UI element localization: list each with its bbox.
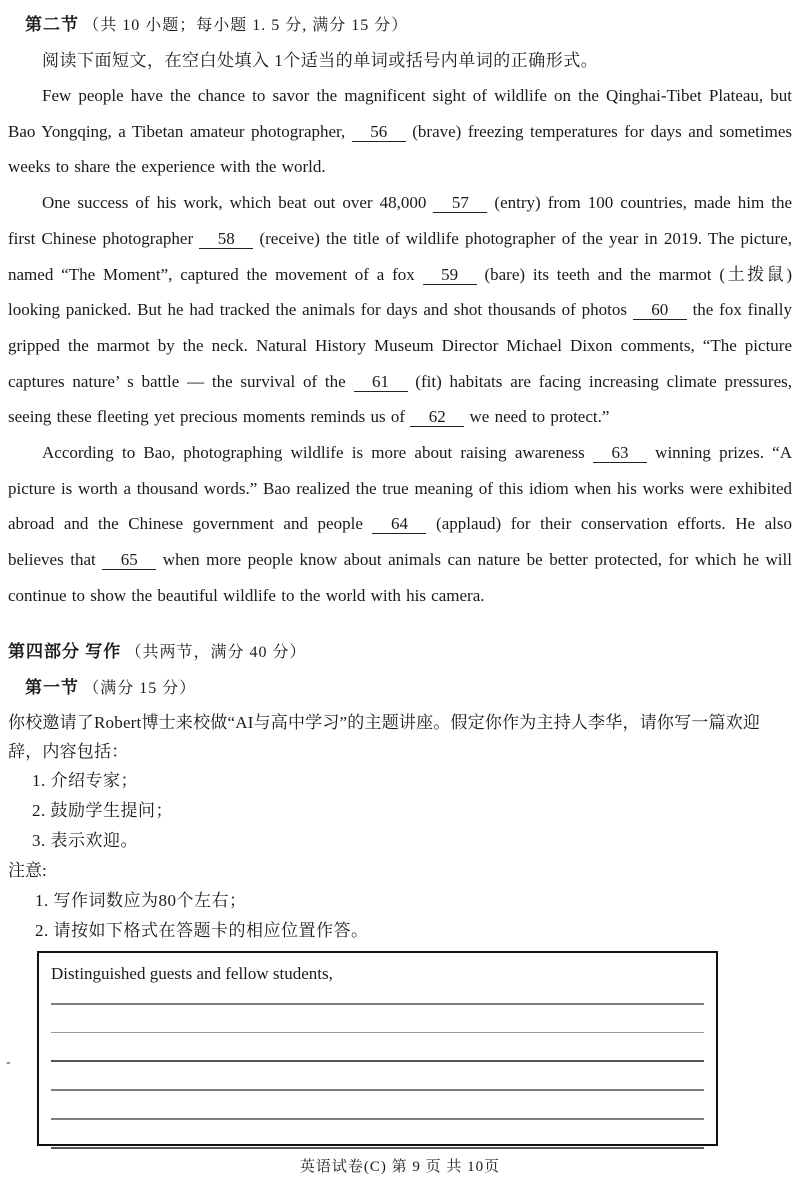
writing-line (51, 1005, 704, 1033)
cloze-instruction: 阅读下面短文，在空白处填入 1个适当的单词或括号内单词的正确形式。 (42, 51, 599, 70)
section2-heading-note: （共 10 小题；每小题 1. 5 分, 满分 15 分） (83, 17, 409, 34)
part4-heading-note: （共两节，满分 40 分） (125, 643, 307, 661)
cloze-blank-59: 59 (423, 266, 477, 285)
note-item: 1. 写作词数应为80个左右； (35, 890, 247, 910)
writing-point: 2. 鼓励学生提问； (32, 800, 173, 820)
cloze-paragraph: One success of his work, which beat out over 48,000 57 (entry) from 100 countries, made him the first Chinese photographer 58 (receive) the title of wildlife photographer of the year in 2019. The picture, named “The Moment”, captured the movement of a fox 59 (bare) its teeth and the marmot (土拨鼠) looking panicked. But he had tracked the animals for days and shot thousands of photos 60 the fox finally gripped the marmot by the neck. Natural History Museum Director Michael Dixon comments, “The picture captures nature’ s battle — the survival of the 61 (fit) habitats are facing increasing climate pressures, seeing these fleeting yet precious moments reminds us of 62 we need to protect.” (8, 193, 793, 427)
cloze-paragraph: Few people have the chance to savor the magnificent sight of wildlife on the Qinghai-Tibet Plateau, but Bao Yongqing, a Tibetan amateur photographer, 56 (brave) freezing temperatures for days and sometimes weeks to share the experience with the world. (8, 86, 792, 177)
section1-heading (25, 674, 792, 703)
part4-heading (8, 638, 792, 667)
section2-heading (25, 12, 792, 39)
cloze-blank-58: 58 (199, 230, 253, 249)
writing-line (51, 1120, 704, 1149)
section1-heading-title: 第一节 (25, 677, 79, 697)
writing-line (51, 1062, 704, 1091)
cloze-blank-61: 61 (354, 373, 408, 392)
cloze-passage (8, 78, 792, 614)
cloze-blank-65: 65 (102, 551, 156, 570)
cloze-blank-56: 56 (352, 123, 406, 142)
writing-line (51, 986, 704, 1005)
cloze-blank-62: 62 (410, 408, 464, 427)
cloze-blank-64: 64 (372, 515, 426, 534)
note-item: 2. 请按如下格式在答题卡的相应位置作答。 (35, 920, 369, 940)
margin-mark: - (6, 1055, 11, 1070)
section2-heading-title: 第二节 (25, 15, 79, 34)
writing-line (51, 1033, 704, 1062)
notes-label: 注意: (8, 860, 47, 880)
writing-point: 3. 表示欢迎。 (32, 830, 138, 850)
cloze-blank-63: 63 (593, 444, 647, 463)
writing-point: 1. 介绍专家； (32, 770, 138, 790)
cloze-paragraph: According to Bao, photographing wildlife is more about raising awareness 63 winning prizes. “A picture is worth a thousand words.” Bao realized the true meaning of this idiom when his works were exhibited abroad and the Chinese government and people 64 (applaud) for their conservation efforts. He also believes that 65 when more people know about animals can nature be better protected, for which he will continue to show the beautiful wildlife to the world with his camera. (8, 443, 793, 605)
writing-prompt: 你校邀请了Robert博士来校做“AI与高中学习”的主题讲座。假定你作为主持人李华，请你写一篇欢迎辞，内容包括： (8, 712, 761, 761)
part4-heading-title: 第四部分 写作 (8, 641, 122, 661)
writing-lines (51, 986, 704, 1149)
section1-heading-note: （满分 15 分） (83, 679, 197, 697)
cloze-blank-60: 60 (633, 301, 687, 320)
writing-line (51, 1091, 704, 1120)
cloze-blank-57: 57 (433, 194, 487, 213)
page-footer: 英语试卷(C) 第 9 页 共 10页 (299, 1158, 501, 1175)
answer-box (37, 951, 718, 1146)
answer-box-salutation: Distinguished guests and fellow students, (51, 963, 333, 983)
